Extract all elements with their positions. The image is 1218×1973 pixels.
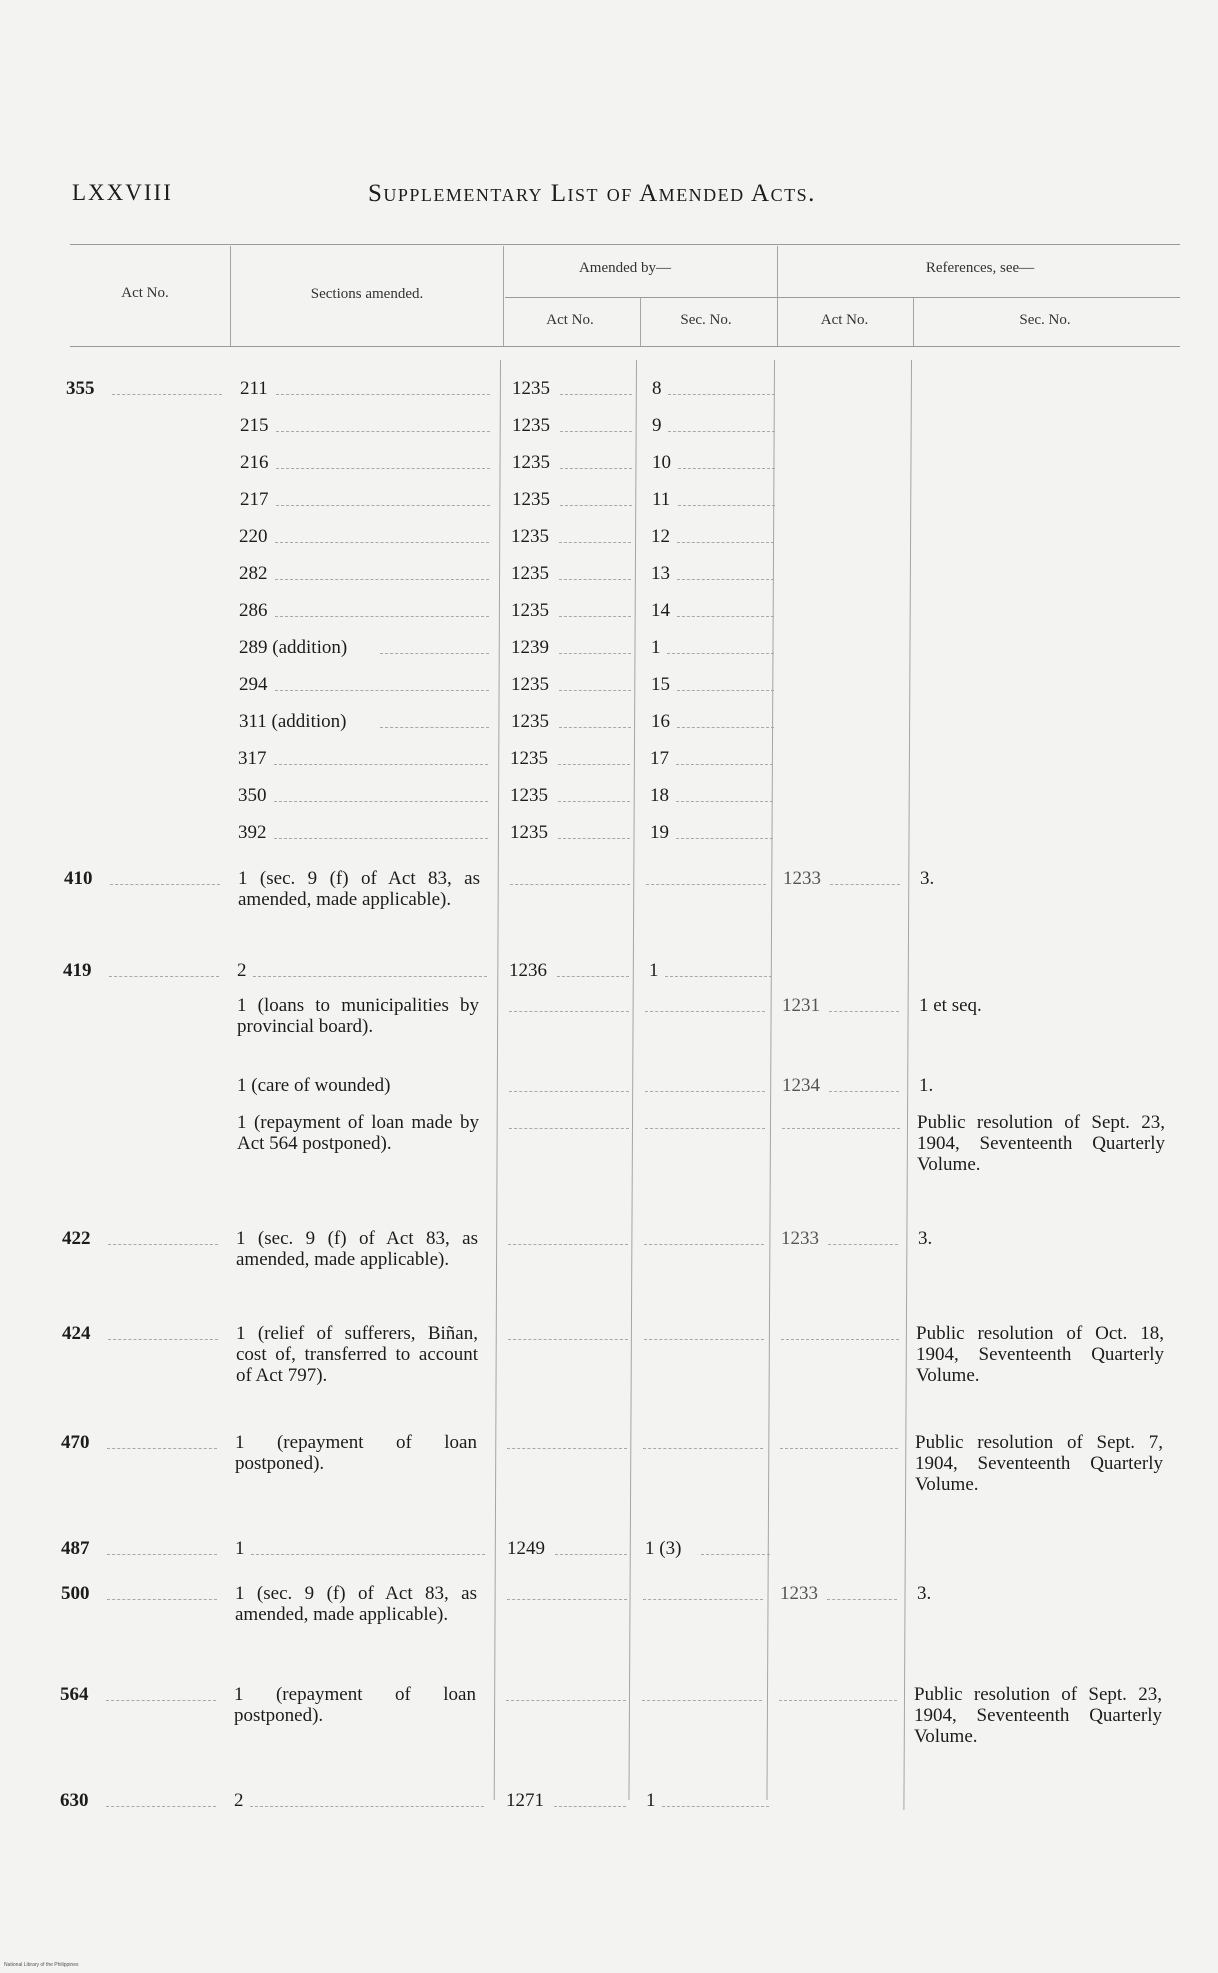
leader-dots <box>508 1244 628 1245</box>
leader-dots <box>701 1554 770 1555</box>
sections-amended: 1 (care of wounded) <box>237 1075 391 1096</box>
leader-dots <box>646 884 766 885</box>
reference-act-number: 1233 <box>780 1583 818 1604</box>
act-number: 630 <box>60 1790 89 1811</box>
reference-act-number: 1233 <box>781 1228 819 1249</box>
leader-dots <box>557 976 629 977</box>
leader-dots <box>558 764 630 765</box>
leader-dots <box>106 1806 216 1807</box>
leader-dots <box>560 394 632 395</box>
leader-dots <box>107 1599 217 1600</box>
reference-act-number: 1233 <box>783 868 821 889</box>
act-number: 564 <box>60 1684 89 1705</box>
leader-dots <box>107 1554 217 1555</box>
col-header-amended-by: Amended by— <box>578 260 672 276</box>
sections-amended: 211 <box>240 378 268 399</box>
reference-section-text: Public resolution of Sept. 23, 1904, Seventeenth Quarterly Volume. <box>914 1684 1162 1747</box>
leader-dots <box>275 579 489 580</box>
leader-dots <box>559 542 631 543</box>
sections-amended: 1 (sec. 9 (f) of Act 83, as amended, made applicable). <box>235 1583 477 1625</box>
reference-section-number: 1. <box>919 1075 934 1096</box>
leader-dots <box>827 1599 897 1600</box>
amended-by-act-number: 1235 <box>511 711 549 732</box>
sections-amended: 1 (loans to municipalities by provincial board). <box>237 995 479 1037</box>
leader-dots <box>110 884 220 885</box>
leader-dots <box>782 1128 900 1129</box>
sections-amended: 217 <box>240 489 269 510</box>
amended-by-section-number: 1 <box>646 1790 656 1811</box>
act-number: 470 <box>61 1432 90 1453</box>
amended-by-section-number: 14 <box>651 600 670 621</box>
col-header-sections-amended: Sections amended. <box>310 286 424 302</box>
sections-amended: 220 <box>239 526 268 547</box>
footer-credit: National Library of the Philippines <box>4 1962 79 1968</box>
leader-dots <box>560 505 632 506</box>
leader-dots <box>559 616 631 617</box>
leader-dots <box>560 468 632 469</box>
leader-dots <box>275 690 489 691</box>
leader-dots <box>828 1244 898 1245</box>
reference-act-number: 1234 <box>782 1075 820 1096</box>
leader-dots <box>106 1700 216 1701</box>
leader-dots <box>506 1700 626 1701</box>
sections-amended: 1 <box>235 1538 245 1559</box>
leader-dots <box>276 505 490 506</box>
leader-dots <box>645 1128 765 1129</box>
sections-amended: 392 <box>238 822 267 843</box>
leader-dots <box>677 616 774 617</box>
act-number: 500 <box>61 1583 90 1604</box>
leader-dots <box>555 1554 627 1555</box>
sections-amended: 350 <box>238 785 267 806</box>
col-header-references: References, see— <box>925 260 1035 276</box>
leader-dots <box>677 542 774 543</box>
leader-dots <box>678 505 775 506</box>
leader-dots <box>250 1806 484 1807</box>
leader-dots <box>558 838 630 839</box>
leader-dots <box>560 431 632 432</box>
leader-dots <box>510 884 630 885</box>
amended-by-section-number: 1 (3) <box>645 1538 682 1559</box>
leader-dots <box>274 838 488 839</box>
sections-amended: 282 <box>239 563 268 584</box>
amended-by-section-number: 11 <box>652 489 671 510</box>
sections-amended: 216 <box>240 452 269 473</box>
col-header-amended-act-no: Act No. <box>546 312 594 328</box>
page-title: Supplementary List of Amended Acts. <box>368 180 816 207</box>
amended-by-act-number: 1235 <box>512 452 550 473</box>
leader-dots <box>780 1448 898 1449</box>
leader-dots <box>645 1091 765 1092</box>
leader-dots <box>275 616 489 617</box>
leader-dots <box>112 394 222 395</box>
amended-by-section-number: 9 <box>652 415 662 436</box>
sections-amended: 294 <box>239 674 268 695</box>
leader-dots <box>276 431 490 432</box>
sections-amended: 1 (sec. 9 (f) of Act 83, as amended, made applicable). <box>238 868 480 910</box>
leader-dots <box>559 727 631 728</box>
leader-dots <box>668 394 775 395</box>
leader-dots <box>559 579 631 580</box>
leader-dots <box>107 1448 217 1449</box>
leader-dots <box>677 727 774 728</box>
sections-amended: 289 (addition) <box>239 637 348 658</box>
amended-by-section-number: 12 <box>651 526 670 547</box>
amended-by-section-number: 19 <box>650 822 669 843</box>
col-header-ref-sec-no: Sec. No. <box>1019 312 1071 328</box>
sections-amended: 1 (sec. 9 (f) of Act 83, as amended, made applicable). <box>236 1228 478 1270</box>
leader-dots <box>644 1244 764 1245</box>
amended-by-act-number: 1235 <box>512 378 550 399</box>
reference-section-text: Public resolution of Sept. 23, 1904, Seventeenth Quarterly Volume. <box>917 1112 1165 1175</box>
sections-amended: 311 (addition) <box>239 711 347 732</box>
leader-dots <box>274 801 488 802</box>
leader-dots <box>779 1700 897 1701</box>
act-number: 487 <box>61 1538 90 1559</box>
sections-amended: 1 (relief of sufferers, Biñan, cost of, transferred to account of Act 797). <box>236 1323 478 1386</box>
leader-dots <box>559 690 631 691</box>
amended-by-section-number: 18 <box>650 785 669 806</box>
sections-amended: 2 <box>237 960 247 981</box>
act-number: 424 <box>62 1323 91 1344</box>
leader-dots <box>554 1806 626 1807</box>
amended-by-act-number: 1235 <box>511 526 549 547</box>
col-header-ref-act-no: Act No. <box>820 312 869 328</box>
leader-dots <box>276 468 490 469</box>
amended-by-section-number: 13 <box>651 563 670 584</box>
amended-by-act-number: 1249 <box>507 1538 545 1559</box>
sections-amended: 1 (repayment of loan postponed). <box>234 1684 476 1726</box>
amended-by-act-number: 1235 <box>510 785 548 806</box>
act-number: 419 <box>63 960 92 981</box>
leader-dots <box>507 1448 627 1449</box>
leader-dots <box>509 1091 629 1092</box>
leader-dots <box>667 653 774 654</box>
amended-by-act-number: 1235 <box>510 748 548 769</box>
amended-by-section-number: 17 <box>650 748 669 769</box>
leader-dots <box>642 1700 762 1701</box>
amended-by-act-number: 1235 <box>511 600 549 621</box>
leader-dots <box>558 801 630 802</box>
leader-dots <box>781 1339 899 1340</box>
leader-dots <box>276 394 490 395</box>
leader-dots <box>380 653 489 654</box>
leader-dots <box>275 542 489 543</box>
amended-by-section-number: 1 <box>649 960 659 981</box>
leader-dots <box>253 976 487 977</box>
page-number: LXXVIII <box>72 180 173 205</box>
amended-by-section-number: 8 <box>652 378 662 399</box>
amended-by-act-number: 1235 <box>511 674 549 695</box>
leader-dots <box>108 1339 218 1340</box>
sections-amended: 317 <box>238 748 267 769</box>
leader-dots <box>251 1554 485 1555</box>
leader-dots <box>643 1599 763 1600</box>
amended-by-act-number: 1239 <box>511 637 549 658</box>
amended-by-act-number: 1271 <box>506 1790 544 1811</box>
leader-dots <box>508 1339 628 1340</box>
sections-amended: 1 (repayment of loan made by Act 564 postponed). <box>237 1112 479 1154</box>
leader-dots <box>559 653 631 654</box>
col-header-amended-sec-no: Sec. No. <box>680 312 732 328</box>
amended-by-act-number: 1235 <box>512 415 550 436</box>
leader-dots <box>507 1599 627 1600</box>
leader-dots <box>109 976 219 977</box>
leader-dots <box>643 1448 763 1449</box>
reference-section-text: Public resolution of Sept. 7, 1904, Seventeenth Quarterly Volume. <box>915 1432 1163 1495</box>
reference-section-number: 3. <box>917 1583 932 1604</box>
leader-dots <box>645 1011 765 1012</box>
col-header-act-no: Act No. <box>121 285 169 301</box>
leader-dots <box>380 727 489 728</box>
leader-dots <box>676 838 773 839</box>
reference-act-number: 1231 <box>782 995 820 1016</box>
leader-dots <box>678 468 775 469</box>
leader-dots <box>274 764 488 765</box>
leader-dots <box>677 690 774 691</box>
amended-by-section-number: 15 <box>651 674 670 695</box>
sections-amended: 1 (repayment of loan postponed). <box>235 1432 477 1474</box>
sections-amended: 286 <box>239 600 268 621</box>
leader-dots <box>830 884 900 885</box>
amended-by-section-number: 16 <box>651 711 670 732</box>
leader-dots <box>829 1091 899 1092</box>
leader-dots <box>509 1011 629 1012</box>
leader-dots <box>676 764 773 765</box>
leader-dots <box>665 976 772 977</box>
amended-by-act-number: 1236 <box>509 960 547 981</box>
reference-section-number: 3. <box>918 1228 933 1249</box>
sections-amended: 2 <box>234 1790 244 1811</box>
amended-by-section-number: 10 <box>652 452 671 473</box>
reference-section-text: Public resolution of Oct. 18, 1904, Seventeenth Quarterly Volume. <box>916 1323 1164 1386</box>
sections-amended: 215 <box>240 415 269 436</box>
leader-dots <box>676 801 773 802</box>
leader-dots <box>668 431 775 432</box>
leader-dots <box>509 1128 629 1129</box>
amended-by-act-number: 1235 <box>510 822 548 843</box>
act-number: 410 <box>64 868 93 889</box>
leader-dots <box>829 1011 899 1012</box>
reference-section-number: 1 et seq. <box>919 995 982 1016</box>
leader-dots <box>644 1339 764 1340</box>
amended-by-act-number: 1235 <box>512 489 550 510</box>
leader-dots <box>108 1244 218 1245</box>
leader-dots <box>677 579 774 580</box>
act-number: 422 <box>62 1228 91 1249</box>
leader-dots <box>662 1806 769 1807</box>
amended-by-act-number: 1235 <box>511 563 549 584</box>
amended-by-section-number: 1 <box>651 637 661 658</box>
reference-section-number: 3. <box>920 868 935 889</box>
act-number: 355 <box>66 378 95 399</box>
